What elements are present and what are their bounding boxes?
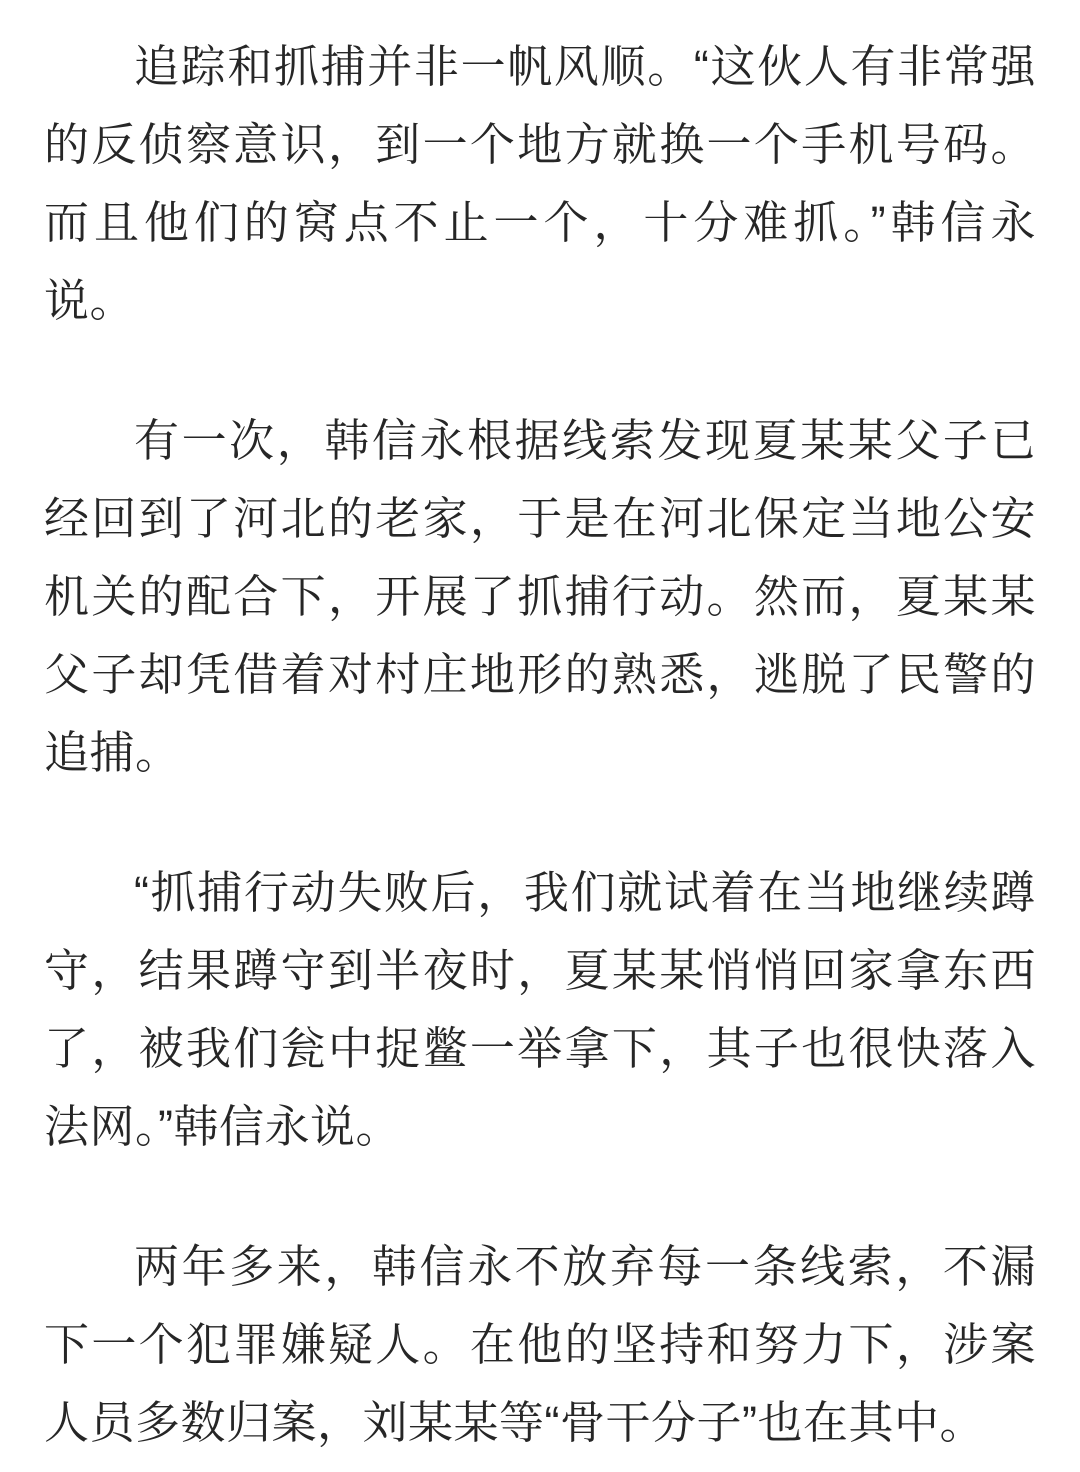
paragraph-3: “抓捕行动失败后，我们就试着在当地继续蹲守，结果蹲守到半夜时，夏某某悄悄回家拿东西了，被我们瓮中捉鳖一举拿下，其子也很快落入法网。”韩信永说。	[44, 867, 1036, 1152]
paragraph-1: 追踪和抓捕并非一帆风顺。“这伙人有非常强的反侦察意识，到一个地方就换一个手机号码。而且他们的窝点不止一个，十分难抓。”韩信永说。	[44, 41, 1036, 326]
paragraph-4: 两年多来，韩信永不放弃每一条线索，不漏下一个犯罪嫌疑人。在他的坚持和努力下，涉案人员多数归案，刘某某等“骨干分子”也在其中。	[44, 1241, 1036, 1448]
paragraph-2: 有一次，韩信永根据线索发现夏某某父子已经回到了河北的老家，于是在河北保定当地公安机关的配合下，开展了抓捕行动。然而，夏某某父子却凭借着对村庄地形的熟悉，逃脱了民警的追捕。	[44, 415, 1036, 778]
